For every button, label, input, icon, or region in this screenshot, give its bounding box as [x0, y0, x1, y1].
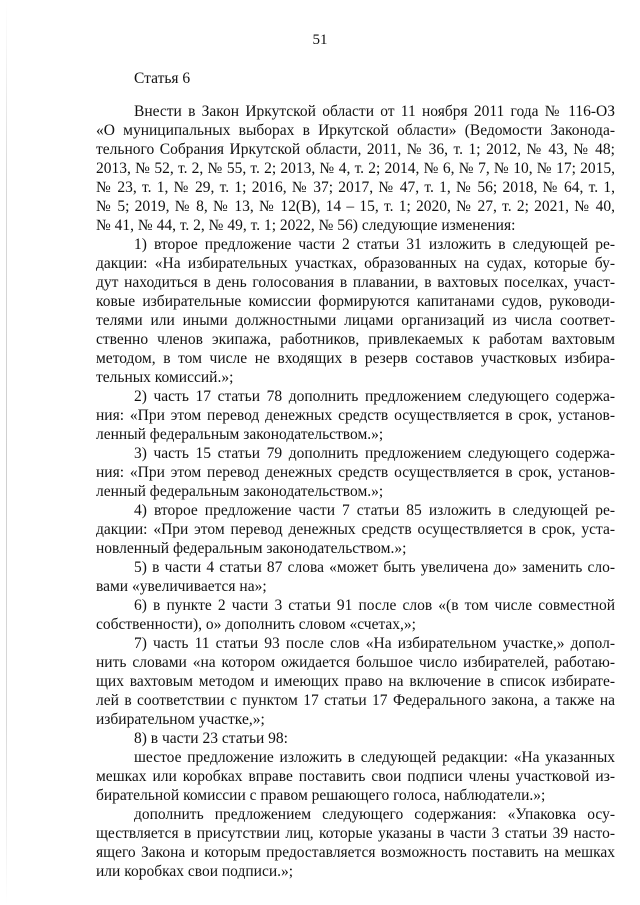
text-line: 7) часть 11 статьи 93 после слов «На избирательном участке,» допол- [134, 635, 615, 652]
text-line: 8) в части 23 статьи 98: [134, 730, 288, 747]
text-line: 2013, № 52, т. 2, № 55, т. 2; 2013, № 4, т. 2; 2014, № 6, № 7, № 10, № 17; 2015, [96, 160, 615, 177]
text-line: дакции: «На избирательных участках, образованных на судах, которые бу- [96, 255, 615, 272]
text-line: или коробках свои подписи.»; [96, 863, 294, 880]
text-line: 5) в части 4 статьи 87 слова «может быть увеличена до» заменить сло- [134, 559, 615, 576]
article-heading: Статья 6 [134, 70, 191, 87]
text-line: нить словами «на котором ожидается большое число избирателей, работаю- [96, 654, 615, 671]
text-line: 6) в пункте 2 части 3 статьи 91 после слов «(в том числе совместной [134, 597, 615, 614]
text-line: 2) часть 17 статьи 78 дополнить предложением следующего содержа- [134, 388, 615, 405]
text-line: избирательном участке,»; [96, 711, 265, 728]
text-line: собственности), о» дополнить словом «счетах,»; [96, 616, 416, 633]
text-line: ленный федеральным законодательством.»; [96, 483, 384, 500]
text-line: бирательной комиссии с правом решающего голоса, наблюдатели.»; [96, 787, 546, 804]
text-line: дакции: «При этом перевод денежных средств осуществляется в срок, уста- [96, 521, 615, 538]
text-line: ния: «При этом перевод денежных средств осуществляется в срок, установ- [96, 407, 615, 424]
text-line: ящего Закона и которым предоставляется возможность поставить на мешках [96, 844, 615, 861]
page-number: 51 [312, 32, 328, 48]
text-line: ленный федеральным законодательством.»; [96, 426, 384, 443]
text-line: «О муниципальных выборах в Иркутской области» (Ведомости Законода- [96, 122, 615, 139]
text-line: ния: «При этом перевод денежных средств осуществляется в срок, установ- [96, 464, 615, 481]
text-line: новленный федеральным законодательством.»; [96, 540, 407, 557]
text-line: щих вахтовым методом и имеющих право на включение в список избирате- [96, 673, 615, 690]
text-line: мешках или коробках вправе поставить свои подписи члены участковой из- [96, 768, 615, 785]
text-line: тельного Собрания Иркутской области, 2011, № 36, т. 1; 2012, № 43, № 48; [96, 141, 615, 158]
text-line: дут находиться в день голосования в плавании, в вахтовых поселках, участ- [96, 274, 615, 291]
text-line: лей в соответствии с пунктом 17 статьи 17 Федерального закона, а также на [96, 692, 615, 709]
scan-edge [6, 0, 7, 905]
text-line: дополнить предложением следующего содержания: «Упаковка осу- [134, 806, 615, 823]
text-line: № 23, т. 1, № 29, т. 1; 2016, № 37; 2017, № 47, т. 1, № 56; 2018, № 64, т. 1, [96, 179, 615, 196]
text-line: тельных комиссий.»; [96, 369, 234, 386]
text-line: ществляется в присутствии лиц, которые указаны в части 3 статьи 39 насто- [96, 825, 615, 842]
text-line: телями или иными должностными лицами организаций из числа соответ- [96, 312, 615, 329]
text-line: № 41, № 44, т. 2, № 49, т. 1; 2022, № 56) следующие изменения: [96, 217, 516, 234]
text-line: вами «увеличивается на»; [96, 578, 267, 595]
text-line: 4) второе предложение части 7 статьи 85 изложить в следующей ре- [134, 502, 615, 519]
text-line: ковые избирательные комиссии формируются капитанами судов, руководи- [96, 293, 615, 310]
text-line: Внести в Закон Иркутской области от 11 ноября 2011 года № 116-ОЗ [134, 103, 615, 120]
text-line: № 5; 2019, № 8, № 13, № 12(В), 14 – 15, т. 1; 2020, № 27, т. 2; 2021, № 40, [96, 198, 615, 215]
text-line: методом, в том числе не входящих в резерв составов участковых избира- [96, 350, 615, 367]
text-line: ственно членов экипажа, работников, привлекаемых к работам вахтовым [96, 331, 615, 348]
text-line: 3) часть 15 статьи 79 дополнить предложением следующего содержа- [134, 445, 615, 462]
text-line: шестое предложение изложить в следующей редакции: «На указанных [134, 749, 615, 766]
text-line: 1) второе предложение части 2 статьи 31 изложить в следующей ре- [134, 236, 615, 253]
